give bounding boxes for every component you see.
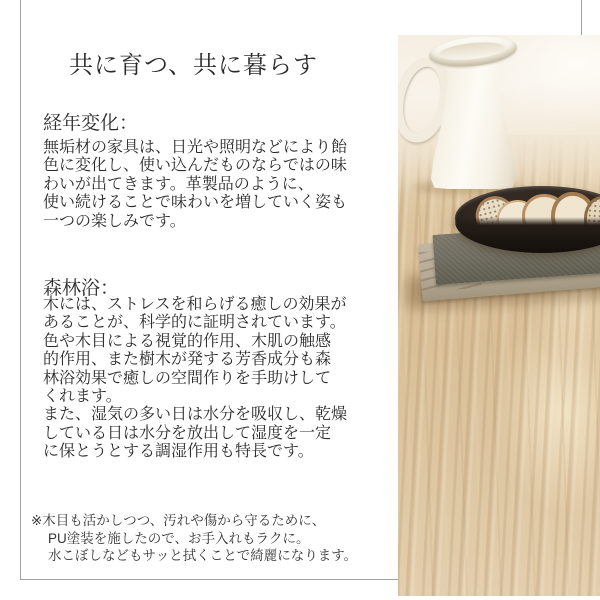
section-text-forest-bathing: 木には、ストレスを和らげる癒しの効果が あることが、科学的に証明されています。 色や木目による視覚的作用、木肌の触感 的作用、また樹木が発する芳香成分も森 林浴効果で癒しの空間作りを手助けして くれます。 また、湿気の多い日は水分を吸収し、乾燥 している日は水分を放出して湿度を一定 に保とうとする調湿作用も特長です。	[43, 296, 348, 461]
section-heading-aging: 経年変化：	[43, 113, 139, 134]
section-heading-forest-bathing: 森林浴：	[43, 278, 120, 299]
product-photo	[398, 35, 600, 596]
footnote-pu-coating: ※木目も活かしつつ、汚れや傷から守るために、 PU塗装を施したので、お手入れもラクに。 水こぼしなどもサッと拭くことで綺麗になります。	[31, 513, 358, 564]
page-title: 共に育つ、共に暮らす	[69, 53, 319, 79]
section-text-aging: 無垢材の家具は、日光や照明などにより飴 色に変化し、使い込んだものならではの味 わいが出てきます。革製品のように、 使い続けることで味わいを増していく姿も 一つの楽しみです。	[43, 139, 348, 230]
